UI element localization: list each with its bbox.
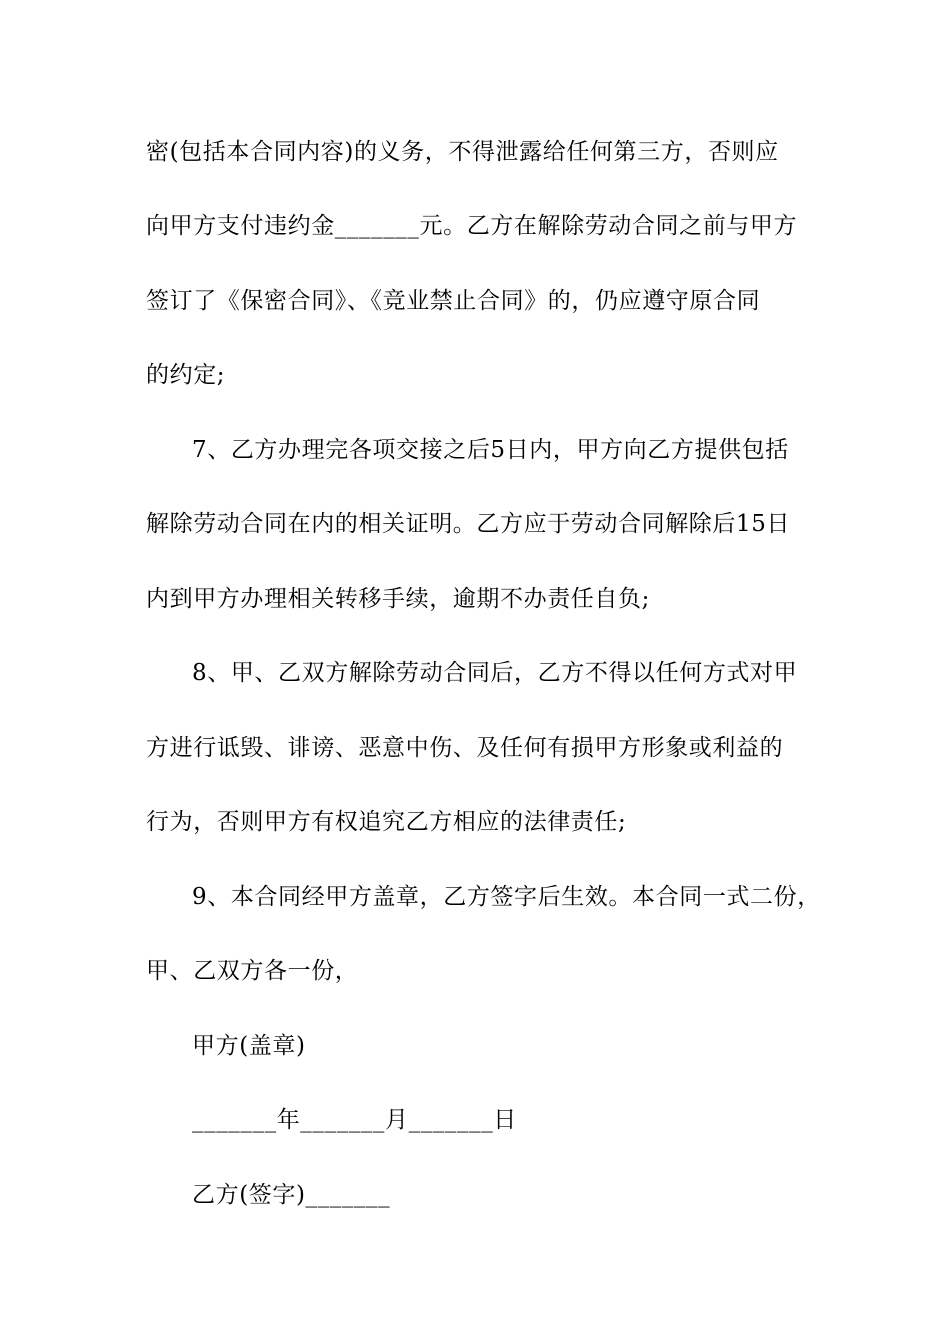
paragraph-line: 内到甲方办理相关转移手续，逾期不办责任自负;	[146, 586, 650, 612]
clause-8-line: 8、甲、乙双方解除劳动合同后，乙方不得以任何方式对甲	[192, 660, 798, 686]
paragraph-line: 的约定;	[146, 362, 226, 388]
party-b-signature-label: 乙方(签字)_______	[192, 1182, 391, 1208]
party-a-seal-label: 甲方(盖章)	[192, 1033, 306, 1059]
paragraph-line: 密(包括本合同内容)的义务，不得泄露给任何第三方，否则应	[146, 139, 779, 165]
paragraph-line: 行为，否则甲方有权追究乙方相应的法律责任;	[146, 809, 627, 835]
paragraph-line: 向甲方支付违约金_______元。乙方在解除劳动合同之前与甲方	[146, 213, 798, 239]
paragraph-line: 甲、乙双方各一份，	[146, 958, 359, 984]
clause-9-line: 9、本合同经甲方盖章，乙方签字后生效。本合同一式二份，	[192, 884, 821, 910]
paragraph-line: 方进行诋毁、诽谤、恶意中伤、及任何有损甲方形象或利益的	[146, 735, 784, 761]
clause-7-line: 7、乙方办理完各项交接之后5日内，甲方向乙方提供包括	[192, 437, 789, 463]
paragraph-line: 签订了《保密合同》、《竞业禁止合同》的，仍应遵守原合同	[146, 288, 761, 314]
date-line: _______年_______月_______日	[192, 1107, 517, 1133]
paragraph-line: 解除劳动合同在内的相关证明。乙方应于劳动合同解除后15日	[146, 511, 791, 537]
